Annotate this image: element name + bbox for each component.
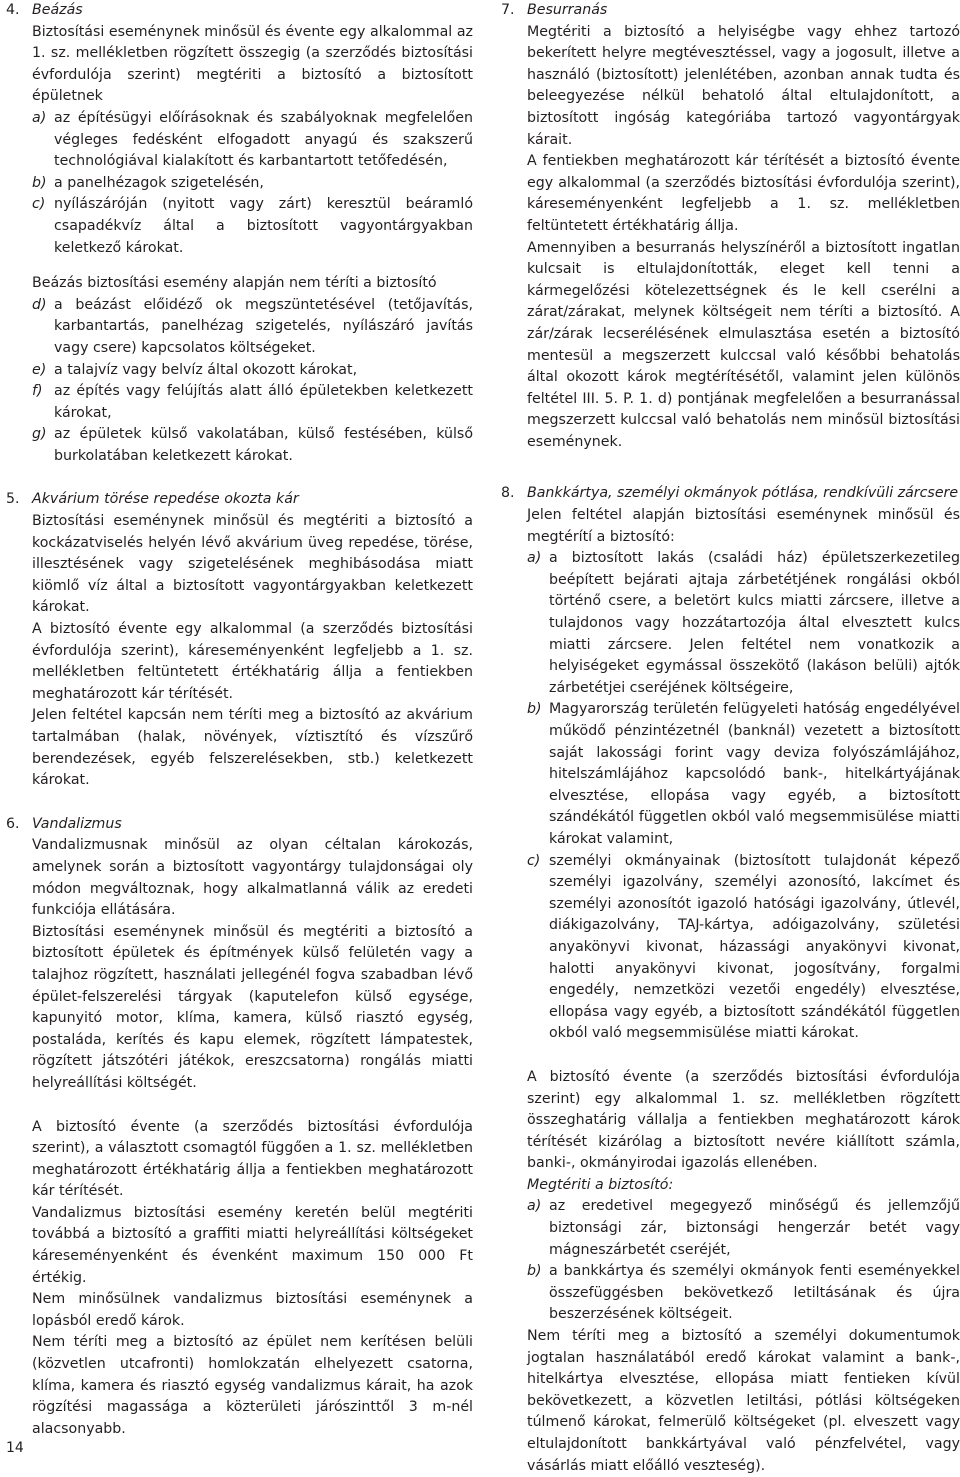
item-label: d) [32, 296, 47, 313]
list-item [527, 1261, 960, 1326]
paragraph: Vandalizmusnak minősül az olyan céltalan károkozás, amelynek során a biztosított vagyontárgy tulajdonságai oly módon megváltoznak, hogy alkalmatlanná válik az eredeti funkciója ellátására. [32, 837, 473, 919]
section-number: 5. [6, 491, 20, 508]
covers-title: Megtériti a biztosító: [527, 1176, 674, 1193]
item-label: a) [527, 1198, 542, 1215]
list-item [32, 295, 473, 360]
item-label: a) [32, 109, 47, 126]
item-text: az épületek külső vakolatában, külső festésében, külső burkolatában keletkezett károkat. [54, 426, 473, 464]
section-4-beazas [6, 0, 473, 467]
section-number: 8. [501, 485, 515, 502]
item-text: Magyarország területén felügyeleti hatóság engedélyével működő pénzintézetnél (banknál) vezetett a biztosított saját lakossági forint vagy deviza folyószámlájához, hitelszámlájához kapcsolódó bank-, hitelkártyájának elvesztése, ellopása vagy egyéb, a biztosított szándékától független okból való megsemmisülése miatti károkat valamint, [549, 701, 960, 847]
item-label: g) [32, 426, 47, 443]
item-label: c) [32, 196, 46, 213]
section-intro: Jelen feltétel alapján biztosítási eseménynek minősül és megtérítí a biztosító: [527, 507, 960, 545]
section-title: Beázás [32, 2, 83, 18]
section-7-besurranas [501, 0, 960, 453]
item-label: a) [527, 550, 542, 567]
list-item [527, 548, 960, 699]
item-text: az eredetivel megegyező minőségű és jellemzőjű biztonsági zár, biztonsági hengerzár betét vagy mágneszárbetét cseréjét, [549, 1198, 960, 1258]
right-column [501, 0, 960, 1477]
section-title: Bankkártya, személyi okmányok pótlása, rendkívüli zárcsere [527, 485, 959, 502]
item-text: az építésügyi előírásoknak és szabályoknak megfelelően végleges fedésként elfogadott anyagú és szakszerű technológiával kialakított és karbantartott tetőfedésén, [54, 109, 473, 170]
list-item [32, 194, 473, 259]
list-item [527, 1196, 960, 1261]
section-number: 7. [501, 2, 515, 18]
left-column [6, 0, 473, 1440]
paragraph: A biztosító évente egy alkalommal (a szerződés biztosítási évfordulója szerint), káreseményenként legfeljebb a 1. sz. mellékletben feltüntetett értékhatárig állja a fentiekben meghatározott kár térítését. [32, 621, 473, 702]
paragraph: Biztosítási eseménynek minősül és megtériti a biztosító a biztosított épületek és építmények külső felületén vagy a talajhoz rögzített, használati jellegénél fogva szabadban lévő épület-felszerelési tárgyak (kaputelefon külső egysége, kapunyitó motor, klíma, kamera, külső riasztó egység, postaláda, kerítés és kapu elemek, rögzített lámpatestek, rögzített játszótéri játékok, ereszcsatorna) rongálás miatti helyreállítási költségét. [32, 923, 473, 1091]
section-title: Akvárium törése repedése okozta kár [32, 491, 299, 508]
list-item [32, 424, 473, 467]
item-label: b) [527, 1263, 542, 1280]
item-label: b) [527, 701, 542, 718]
list-item [32, 108, 473, 173]
section-intro: Biztosítási eseménynek minősül és évente egy alkalommal az 1. sz. mellékletben rögzített összegig (a szerződés biztosítási évfordulója szerint) megtériti a biztosító a biztosított épületnek [32, 23, 473, 105]
item-label: c) [527, 852, 541, 869]
item-text: a panelhézagok szigetelésén, [54, 174, 264, 191]
paragraph: Megtériti a biztosító a helyiségbe vagy ehhez tartozó bekerített helyre megtévesztéssel, vagy a jogosult, illetve a használó (biztosított) jelenlétében, azonban annak tudta és beleegyezése nélkül behatoló által eltulajdonított, a biztosított ingóság kategóriába tartozó vagyontárgyak kárait. [527, 23, 960, 148]
paragraph: Vandalizmus biztosítási esemény keretén belül megtériti továbbá a biztosító a graffiti miatti helyreállítási költségeket káreseményenként és évenként maximum 150 000 Ft értékig. [32, 1204, 473, 1286]
item-label: b) [32, 174, 47, 191]
list-item [527, 699, 960, 850]
item-text: nyílászáróján (nyitott vagy zárt) keresztül beáramló csapadékvíz által a biztosított vagyontárgyakban keletkező károkat. [54, 196, 473, 256]
section-8-bankkartya [501, 483, 960, 1477]
page-number: 14 [6, 1440, 24, 1456]
exclusion-intro: Beázás biztosítási esemény alapján nem téríti a biztosító [32, 275, 437, 292]
section-number: 6. [6, 815, 20, 832]
list-item [32, 173, 473, 195]
section-5-akvarium [6, 489, 473, 791]
paragraph: A fentiekben meghatározott kár térítését a biztosító évente egy alkalommal (a szerződés biztosítási évfordulója szerint), káreseményenként legfeljebb a 1. sz. mellékletben feltüntetett értékhatárig állja. [527, 153, 960, 234]
paragraph: A biztosító évente (a szerződés biztosítási évfordulója szerint) egy alkalommal 1. sz. mellékletben rögzített összeghatárig vállalja a fentiekben meghatározott károk térítését kizárólag a biztosított nevére kiállított számla, banki-, okmányirodai igazolás ellenében. [527, 1068, 960, 1172]
list-item [527, 851, 960, 1045]
section-number: 4. [6, 2, 20, 18]
paragraph: Biztosítási eseménynek minősül és megtériti a biztosító a kockázatviselés helyén lévő akvárium üveg repedése, törése, illesztésének vagy szigetelésének meghibásodása miatt kiömlő víz által a biztosított vagyontárgyakban keletkezett károkat. [32, 513, 473, 616]
item-text: a bankkártya és személyi okmányok fenti eseményekkel összefüggésben bekövetkező letiltásának és újra beszerzésének költségeit. [549, 1263, 960, 1323]
paragraph: Nem téríti meg a biztosító a személyi dokumentumok jogtalan használatából eredő károkat valamint a bank-, hitelkártya elvesztése, ellopása miatt fentieken kívül bekövetkezett, a közvetlen letiltási, pótlási költségeken túlmenő károkat, felmerülő költségeket (pl. elveszett vagy eltulajdonított bankkártyával való pénzfelvétel, vagy vásárlás miatt előálló veszteség). [527, 1328, 960, 1474]
section-6-vandalizmus [6, 814, 473, 1441]
item-text: a biztosított lakás (családi ház) épületszerkezetileg beépített bejárati ajtaja zárbetétjének rongálási okból történő csere, a beletört kulcs miatti zárcsere, illetve a tulajdonos vagy hozzátartozója által elvesztett kulcs miatti zárcsere. Jelen feltétel nem vonatkozik a helyiségeket egymással összekötő (lakáson belüli) ajtók zárbetétjei cseréjének költségeire, [549, 550, 960, 696]
item-label: f) [32, 383, 43, 400]
list-item [32, 381, 473, 424]
paragraph: Nem téríti meg a biztosító az épület nem kerítésen belüli (közvetlen utcafronti) homlokzatán elhelyezett csatorna, klíma, kamera és riasztó egység vandalizmus kárait, ha azok rögzítési magassága a közterületi járószinttől 3 m-nél alacsonyabb. [32, 1334, 473, 1437]
section-title: Besurranás [527, 2, 608, 18]
item-label: e) [32, 361, 47, 378]
item-text: a beázást előidéző ok megszüntetésével (tetőjavítás, karbantartás, panelhézag szigetelés, nyílászáró javítás vagy csere) kapcsolatos költségeket. [54, 296, 473, 356]
item-text: az építés vagy felújítás alatt álló épületekben keletkezett károkat, [54, 383, 473, 421]
paragraph: Nem minősülnek vandalizmus biztosítási eseménynek a lopásból eredő károk. [32, 1291, 473, 1329]
item-text: személyi okmányainak (biztosított tulajdonát képező személyi igazolvány, személyi azonosító, lakcímet és személyi azonosítót igazoló hatósági igazolvány, útlevél, diákigazolvány, TAJ-kártya, adóigazolvány, születési anyakönyvi kivonat, házassági anyakönyvi kivonat, halotti anyakönyvi kivonat, jogosítvány, forgalmi engedély, nemzetközi vezetői engedély) elvesztése, ellopása vagy egyéb, a biztosított szándékától független okból való megsemmisülése miatti károkat. [549, 852, 960, 1042]
paragraph: Amennyiben a besurranás helyszínéről a biztosított ingatlan kulcsait is eltulajdonították, eleget kell tenni a kármegelőzési kötelezettségnek és le kell cserélni a zárat/zárakat, melynek költségeit nem téríti a biztosító. A zár/zárak lecserélésének elmulasztása esetén a biztosító mentesül a megszerzett kulccsal való későbbi behatolás által okozott károk megtérítésétől, valamint jelen különös feltétel III. 5. P. 1. d) pontjának megfelelően a besurranással megszerzett kulccsal való behatolás nem minősül biztosítási eseménynek. [527, 239, 960, 450]
paragraph: A biztosító évente (a szerződés biztosítási évfordulója szerint), a választott csomagtól függően a 1. sz. mellékletben meghatározott értékhatárig állja a fentiekben meghatározott kár térítését. [32, 1118, 473, 1200]
paragraph: Jelen feltétel kapcsán nem téríti meg a biztosító az akvárium tartalmában (halak, növények, víztisztító és vízszűrő berendezések, egyéb felszerelésekben, stb.) keletkezett károkat. [32, 707, 473, 789]
section-title: Vandalizmus [32, 815, 122, 832]
list-item [32, 360, 473, 382]
item-text: a talajvíz vagy belvíz által okozott károkat, [54, 361, 358, 378]
